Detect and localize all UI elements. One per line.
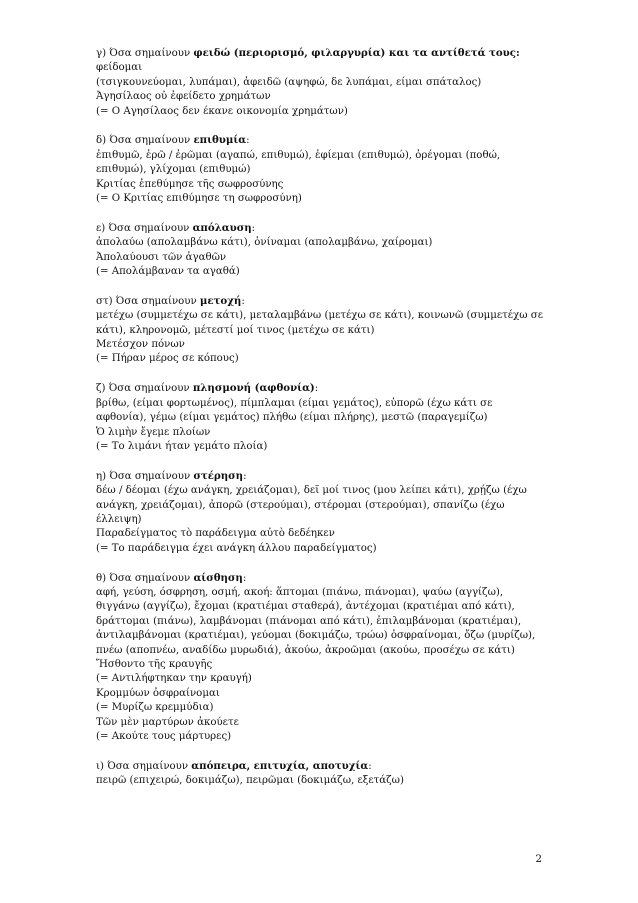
section-heading: ε) Όσα σημαίνουν απόλαυση: <box>96 221 256 234</box>
section-e <box>96 221 548 280</box>
text-line: θιγγάνω (αγγίζω), ἔχομαι (κρατιέμαι σταθερά), ἀντέχομαι (κρατιέμαι από κάτι), <box>96 601 515 613</box>
heading-keyword: απόλαυση <box>192 221 252 234</box>
text-line: αφή, γεύση, όσφρηση, οσμή, ακοή: ἅπτομαι (πιάνω, πιάνομαι), ψαύω (αγγίζω), <box>96 586 504 598</box>
text-line: βρίθω, (είμαι φορτωμένος), πίμπλαμαι (είμαι γεμάτος), εὐπορῶ (έχω κάτι σε <box>96 397 493 409</box>
translation: (= Αντιλήφτηκαν την κραυγή) <box>96 673 252 685</box>
text-line: ἐπιθυμῶ, ἐρῶ / ἐρῶμαι (αγαπώ, επιθυμώ), ἐφίεμαι (επιθυμώ), ὀρέγομαι (ποθώ, <box>96 149 501 161</box>
section-h <box>96 469 548 556</box>
text-line: πειρῶ (επιχειρώ, δοκιμάζω), πειρῶμαι (δοκιμάζω, εξετάζω) <box>96 775 404 787</box>
translation: (= Απολάμβαναν τα αγαθά) <box>96 266 240 278</box>
section-heading: θ) Όσα σημαίνουν αίσθηση: <box>96 571 247 584</box>
heading-keyword: αίσθηση <box>193 571 243 584</box>
text-line: ἀντιλαμβάνομαι (κρατιέμαι), γεύομαι (δοκιμάζω, τρώω) ὀσφραίνομαι, ὄζω (μυρίζω), <box>96 630 536 642</box>
text-line: δράττομαι (πιάνω), λαμβάνομαι (πιάνομαι από κάτι), ἐπιλαμβάνομαι (κρατιέμαι), <box>96 615 522 627</box>
text-line: αφθονία), γέμω (είμαι γεμάτος) πλήθω (είμαι πλήρης), μεστῶ (παραγεμίζω) <box>96 412 488 424</box>
translation: (= Ακούτε τους μάρτυρες) <box>96 731 232 742</box>
translation: (= Ο Αγησίλαος δεν έκανε οικονομία χρημάτων) <box>96 105 348 117</box>
page-number: 2 <box>535 853 542 865</box>
heading-keyword: πλησμονή (αφθονία) <box>192 382 315 395</box>
heading-keyword: μετοχή <box>199 294 242 307</box>
text-line: ανάγκη, χρειάζομαι), ἀπορῶ (στερούμαι), στέρομαι (στερούμαι), σπανίζω (έχω <box>96 499 505 511</box>
heading-keyword: στέρηση <box>193 469 244 482</box>
text-line: έλλειψη) <box>96 513 142 525</box>
heading-keyword: απόπειρα, επιτυχία, αποτυχία <box>191 759 369 772</box>
greek-example: Ἀπολαύουσι τῶν ἀγαθῶν <box>96 251 227 263</box>
translation: (= Το λιμάνι ήταν γεμάτο πλοία) <box>96 440 268 452</box>
section-heading: ι) Όσα σημαίνουν απόπειρα, επιτυχία, αποτυχία: <box>96 759 372 772</box>
greek-example: Μετέσχον πόνων <box>96 339 185 351</box>
section-heading: στ) Όσα σημαίνουν μετοχή: <box>96 294 245 307</box>
section-heading: γ) Όσα σημαίνουν φειδώ (περιορισμό, φιλαργυρία) και τα αντίθετά τους: φείδομαι <box>96 47 520 74</box>
section-heading: η) Όσα σημαίνουν στέρηση: <box>96 469 247 482</box>
text-line: μετέχω (συμμετέχω σε κάτι), μεταλαμβάνω (μετέχω σε κάτι), κοινωνῶ (συμμετέχω σε <box>96 310 544 322</box>
translation: (= Το παράδειγμα έχει ανάγκη άλλου παραδείγματος) <box>96 542 377 554</box>
greek-example: Ἀγησίλαος οὐ ἐφείδετο χρημάτων <box>96 91 271 103</box>
greek-example: Κρομμύων ὀσφραίνομαι <box>96 687 220 699</box>
greek-example: Ὁ λιμὴν ἔγεμε πλοίων <box>96 426 211 438</box>
heading-keyword: φειδώ (περιορισμό, φιλαργυρία) και τα αντίθετά τους: <box>193 47 520 59</box>
greek-example: Ἤσθοντο τῆς κραυγῆς <box>96 658 213 670</box>
section-g <box>96 46 548 119</box>
text-line: ἀπολαύω (απολαμβάνω κάτι), ὀνίναμαι (απολαμβάνω, χαίρομαι) <box>96 237 433 249</box>
text-line: (τσιγκουνεύομαι, λυπάμαι), ἀφειδῶ (αψηφώ, δε λυπάμαι, είμαι σπάταλος) <box>96 76 482 88</box>
section-heading: δ) Όσα σημαίνουν επιθυμία: <box>96 134 250 147</box>
section-th <box>96 571 548 745</box>
text-line: κάτι), κληρονομῶ, μέτεστί μοί τινος (μετέχω σε κάτι) <box>96 324 375 336</box>
section-d <box>96 133 548 206</box>
section-st <box>96 294 548 367</box>
translation: (= Μυρίζω κρεμμύδια) <box>96 702 214 714</box>
text-line: δέω / δέομαι (έχω ανάγκη, χρειάζομαι), δεῖ μοί τινος (μου λείπει κάτι), χρῄζω (έχω <box>96 485 527 497</box>
section-i <box>96 759 548 789</box>
heading-keyword: επιθυμία <box>193 134 247 147</box>
text-line: πνέω (αποπνέω, αναδίδω μυρωδιά), ἀκούω, ἀκροῶμαι (ακούω, προσέχω σε κάτι) <box>96 644 515 656</box>
text-line: επιθυμώ), γλίχομαι (επιθυμώ) <box>96 164 251 176</box>
document-page <box>96 46 548 803</box>
section-heading: ζ) Όσα σημαίνουν πλησμονή (αφθονία): <box>96 382 319 395</box>
section-z <box>96 381 548 454</box>
greek-example: Παραδείγματος τὸ παράδειγμα αὐτὸ δεδέηκεν <box>96 528 335 540</box>
translation: (= Πήραν μέρος σε κόπους) <box>96 353 239 365</box>
translation: (= Ο Κριτίας επιθύμησε τη σωφροσύνη) <box>96 193 302 205</box>
greek-example: Τῶν μὲν μαρτύρων ἀκούετε <box>96 716 239 728</box>
greek-example: Κριτίας ἐπεθύμησε τῆς σωφροσύνης <box>96 178 284 190</box>
